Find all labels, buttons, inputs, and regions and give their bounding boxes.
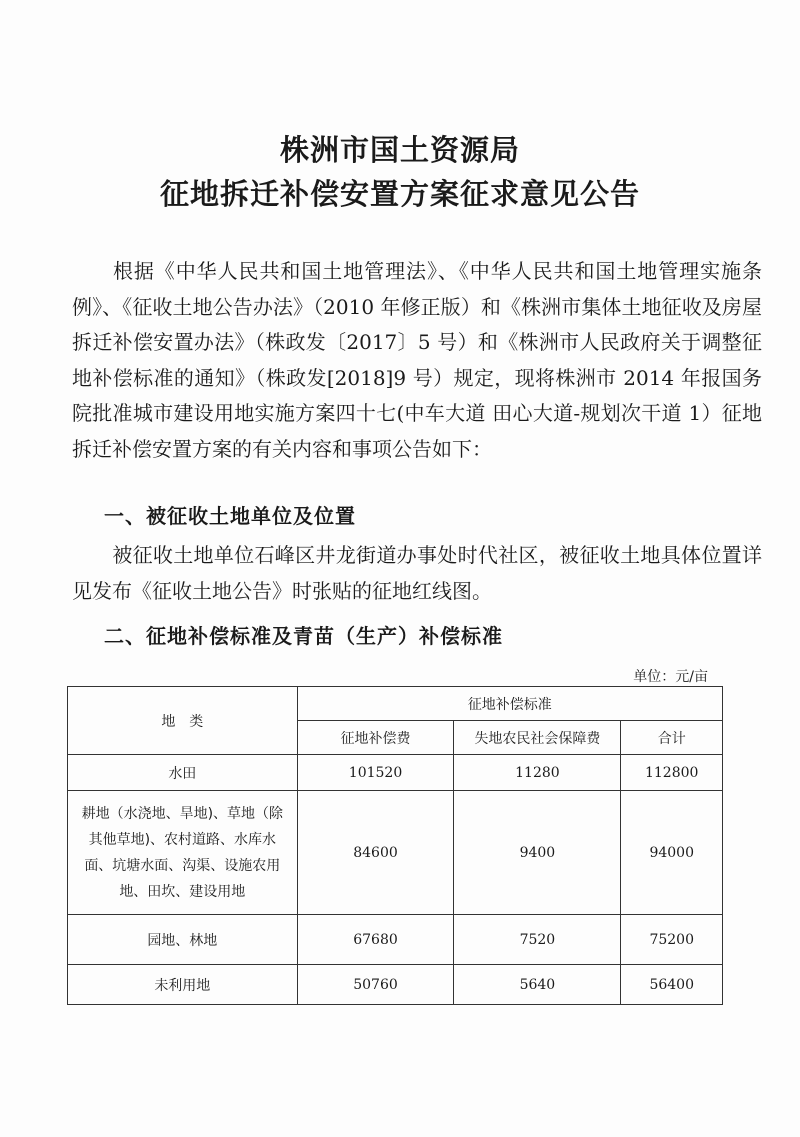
cell-total: 112800: [621, 755, 723, 791]
cell-land: 水田: [68, 755, 298, 791]
cell-land: 耕地（水浇地、旱地)、草地（除其他草地)、农村道路、水库水面、坑塘水面、沟渠、设施农用地、田坎、建设用地: [68, 791, 298, 915]
section1-paragraph: [72, 538, 762, 609]
table-row: [68, 965, 723, 1005]
cell-social-security: 9400: [454, 791, 621, 915]
cell-social-security: 7520: [454, 915, 621, 965]
table-row: [68, 755, 723, 791]
cell-social-security: 5640: [454, 965, 621, 1005]
cell-social-security: 11280: [454, 755, 621, 791]
header-compensation-fee: 征地补偿费: [297, 721, 454, 755]
table-row: [68, 791, 723, 915]
intro-text: 根据《中华人民共和国土地管理法》、《中华人民共和国土地管理实施条例》、《征收土地公告办法》（2010 年修正版）和《株洲市集体土地征收及房屋拆迁补偿安置办法》（株政发〔2017〕5 号）和《株洲市人民政府关于调整征地补偿标准的通知》（株政发[2018]9 号）规定，现将株洲市 2014 年报国务院批准城市建设用地实施方案四十七(中车大道 田心大道-规划次干道 1）征地拆迁补偿安置方案的有关内容和事项公告如下：: [72, 259, 762, 461]
document-title-line2: 征地拆迁补偿安置方案征求意见公告: [159, 177, 640, 211]
cell-land: 园地、林地: [68, 915, 298, 965]
cell-total: 94000: [621, 791, 723, 915]
table-header-row: [68, 687, 723, 721]
cell-compensation: 67680: [297, 915, 454, 965]
section1-heading: 一、被征收土地单位及位置: [104, 504, 356, 528]
cell-total: 75200: [621, 915, 723, 965]
cell-compensation: 101520: [297, 755, 454, 791]
document-title-line1: 株洲市国土资源局: [279, 133, 520, 167]
cell-total: 56400: [621, 965, 723, 1005]
compensation-table: [67, 686, 723, 1005]
cell-compensation: 84600: [297, 791, 454, 915]
table-row: [68, 915, 723, 965]
intro-paragraph: [72, 254, 762, 467]
cell-land: 未利用地: [68, 965, 298, 1005]
unit-note: 单位：元/亩: [633, 669, 708, 685]
header-social-security-fee: 失地农民社会保障费: [454, 721, 621, 755]
cell-compensation: 50760: [297, 965, 454, 1005]
header-total: 合计: [621, 721, 723, 755]
header-land-type: 地 类: [68, 687, 298, 755]
section1-text: 被征收土地单位石峰区井龙街道办事处时代社区，被征收土地具体位置详见发布《征收土地公告》时张贴的征地红线图。: [72, 543, 762, 603]
section2-heading: 二、征地补偿标准及青苗（生产）补偿标准: [104, 624, 503, 648]
header-compensation-standard: 征地补偿标准: [297, 687, 722, 721]
